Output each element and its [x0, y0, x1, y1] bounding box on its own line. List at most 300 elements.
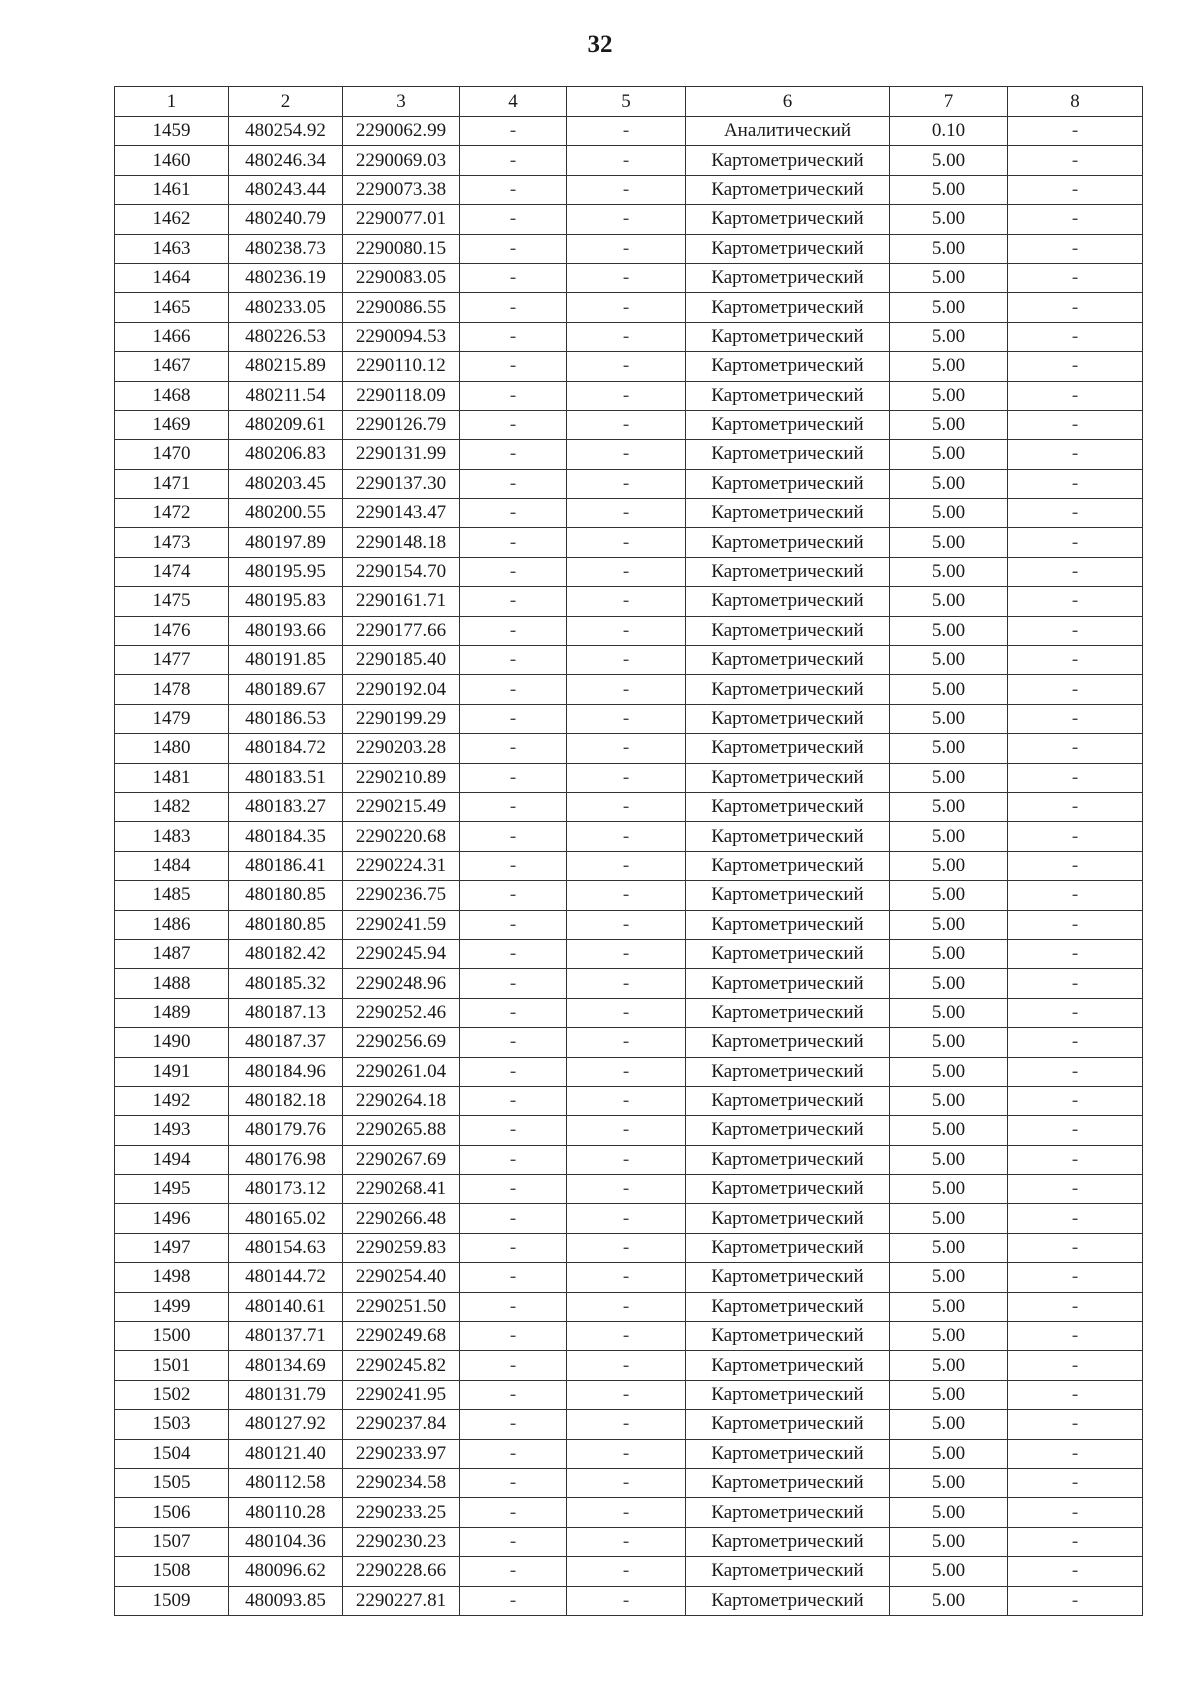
table-row [115, 440, 1143, 469]
cell-accuracy: 5.00 [890, 1145, 1008, 1174]
table-row [115, 1351, 1143, 1380]
cell-col-4: - [460, 410, 567, 439]
cell-point-number: 1498 [115, 1263, 229, 1292]
cell-col-4: - [460, 1233, 567, 1262]
cell-point-number: 1497 [115, 1233, 229, 1262]
cell-y-coordinate: 2290252.46 [343, 998, 460, 1027]
cell-accuracy: 5.00 [890, 1263, 1008, 1292]
cell-accuracy: 5.00 [890, 528, 1008, 557]
cell-col-5: - [567, 1116, 686, 1145]
cell-col-8: - [1008, 1351, 1143, 1380]
cell-y-coordinate: 2290237.84 [343, 1410, 460, 1439]
table-row [115, 1233, 1143, 1262]
cell-accuracy: 5.00 [890, 1410, 1008, 1439]
table-row [115, 469, 1143, 498]
cell-method: Картометрический [686, 1028, 890, 1057]
cell-accuracy: 5.00 [890, 1351, 1008, 1380]
cell-y-coordinate: 2290137.30 [343, 469, 460, 498]
cell-point-number: 1481 [115, 763, 229, 792]
cell-col-4: - [460, 440, 567, 469]
cell-accuracy: 5.00 [890, 146, 1008, 175]
cell-point-number: 1489 [115, 998, 229, 1027]
cell-point-number: 1500 [115, 1322, 229, 1351]
cell-method: Картометрический [686, 1380, 890, 1409]
cell-point-number: 1505 [115, 1468, 229, 1497]
cell-accuracy: 5.00 [890, 234, 1008, 263]
table-row [115, 851, 1143, 880]
cell-x-coordinate: 480121.40 [229, 1439, 343, 1468]
cell-x-coordinate: 480112.58 [229, 1468, 343, 1497]
cell-accuracy: 5.00 [890, 1439, 1008, 1468]
cell-col-8: - [1008, 263, 1143, 292]
cell-col-4: - [460, 616, 567, 645]
cell-x-coordinate: 480182.42 [229, 939, 343, 968]
cell-method: Картометрический [686, 1468, 890, 1497]
cell-accuracy: 5.00 [890, 1468, 1008, 1497]
cell-method: Картометрический [686, 734, 890, 763]
cell-y-coordinate: 2290069.03 [343, 146, 460, 175]
cell-col-5: - [567, 1233, 686, 1262]
cell-col-5: - [567, 763, 686, 792]
cell-accuracy: 5.00 [890, 851, 1008, 880]
cell-y-coordinate: 2290083.05 [343, 263, 460, 292]
cell-point-number: 1476 [115, 616, 229, 645]
cell-y-coordinate: 2290143.47 [343, 499, 460, 528]
cell-col-5: - [567, 352, 686, 381]
cell-x-coordinate: 480165.02 [229, 1204, 343, 1233]
cell-col-8: - [1008, 352, 1143, 381]
cell-col-8: - [1008, 146, 1143, 175]
cell-col-8: - [1008, 1233, 1143, 1262]
cell-point-number: 1496 [115, 1204, 229, 1233]
table-row [115, 1557, 1143, 1586]
cell-method: Картометрический [686, 1586, 890, 1615]
cell-col-8: - [1008, 1586, 1143, 1615]
cell-point-number: 1466 [115, 322, 229, 351]
cell-accuracy: 5.00 [890, 1498, 1008, 1527]
cell-col-8: - [1008, 792, 1143, 821]
cell-col-8: - [1008, 1204, 1143, 1233]
cell-col-4: - [460, 1351, 567, 1380]
cell-col-8: - [1008, 881, 1143, 910]
cell-accuracy: 5.00 [890, 734, 1008, 763]
cell-accuracy: 5.00 [890, 263, 1008, 292]
table-row [115, 557, 1143, 586]
cell-col-5: - [567, 322, 686, 351]
table-row [115, 1439, 1143, 1468]
cell-col-8: - [1008, 1145, 1143, 1174]
cell-method: Картометрический [686, 587, 890, 616]
cell-point-number: 1480 [115, 734, 229, 763]
cell-y-coordinate: 2290228.66 [343, 1557, 460, 1586]
table-row [115, 1145, 1143, 1174]
cell-y-coordinate: 2290161.71 [343, 587, 460, 616]
cell-col-4: - [460, 881, 567, 910]
table-row [115, 704, 1143, 733]
table-row [115, 616, 1143, 645]
cell-col-4: - [460, 792, 567, 821]
cell-col-5: - [567, 734, 686, 763]
cell-col-4: - [460, 939, 567, 968]
cell-point-number: 1459 [115, 117, 229, 146]
table-row [115, 1498, 1143, 1527]
cell-x-coordinate: 480240.79 [229, 205, 343, 234]
cell-method: Картометрический [686, 499, 890, 528]
cell-method: Картометрический [686, 1145, 890, 1174]
cell-col-5: - [567, 1057, 686, 1086]
table-row [115, 263, 1143, 292]
table-row [115, 646, 1143, 675]
cell-accuracy: 5.00 [890, 910, 1008, 939]
cell-col-4: - [460, 381, 567, 410]
cell-col-4: - [460, 1057, 567, 1086]
cell-x-coordinate: 480187.13 [229, 998, 343, 1027]
cell-x-coordinate: 480226.53 [229, 322, 343, 351]
cell-x-coordinate: 480236.19 [229, 263, 343, 292]
table-row [115, 1028, 1143, 1057]
cell-col-5: - [567, 1380, 686, 1409]
cell-col-8: - [1008, 851, 1143, 880]
cell-point-number: 1479 [115, 704, 229, 733]
table-row [115, 1292, 1143, 1321]
cell-accuracy: 5.00 [890, 322, 1008, 351]
cell-col-8: - [1008, 1028, 1143, 1057]
cell-x-coordinate: 480203.45 [229, 469, 343, 498]
cell-col-5: - [567, 675, 686, 704]
table-row [115, 234, 1143, 263]
cell-col-5: - [567, 1410, 686, 1439]
table-row [115, 205, 1143, 234]
cell-y-coordinate: 2290062.99 [343, 117, 460, 146]
cell-accuracy: 5.00 [890, 616, 1008, 645]
cell-method: Картометрический [686, 1527, 890, 1556]
cell-point-number: 1504 [115, 1439, 229, 1468]
cell-point-number: 1469 [115, 410, 229, 439]
cell-col-5: - [567, 1292, 686, 1321]
cell-col-4: - [460, 1468, 567, 1497]
table-row [115, 322, 1143, 351]
cell-col-8: - [1008, 1468, 1143, 1497]
cell-y-coordinate: 2290241.95 [343, 1380, 460, 1409]
cell-method: Картометрический [686, 1498, 890, 1527]
cell-method: Картометрический [686, 616, 890, 645]
table-row [115, 1263, 1143, 1292]
cell-method: Картометрический [686, 322, 890, 351]
cell-y-coordinate: 2290248.96 [343, 969, 460, 998]
cell-method: Картометрический [686, 763, 890, 792]
table-row [115, 499, 1143, 528]
cell-x-coordinate: 480243.44 [229, 175, 343, 204]
cell-point-number: 1488 [115, 969, 229, 998]
cell-y-coordinate: 2290230.23 [343, 1527, 460, 1556]
table-row [115, 1175, 1143, 1204]
cell-method: Картометрический [686, 939, 890, 968]
cell-point-number: 1470 [115, 440, 229, 469]
cell-col-8: - [1008, 822, 1143, 851]
cell-y-coordinate: 2290259.83 [343, 1233, 460, 1262]
cell-x-coordinate: 480179.76 [229, 1116, 343, 1145]
cell-y-coordinate: 2290077.01 [343, 205, 460, 234]
cell-y-coordinate: 2290110.12 [343, 352, 460, 381]
cell-y-coordinate: 2290268.41 [343, 1175, 460, 1204]
cell-method: Картометрический [686, 469, 890, 498]
cell-point-number: 1507 [115, 1527, 229, 1556]
cell-col-8: - [1008, 616, 1143, 645]
cell-accuracy: 5.00 [890, 969, 1008, 998]
cell-y-coordinate: 2290094.53 [343, 322, 460, 351]
cell-col-5: - [567, 1204, 686, 1233]
cell-col-4: - [460, 352, 567, 381]
cell-x-coordinate: 480131.79 [229, 1380, 343, 1409]
cell-col-5: - [567, 469, 686, 498]
cell-col-8: - [1008, 675, 1143, 704]
cell-x-coordinate: 480180.85 [229, 881, 343, 910]
cell-col-4: - [460, 763, 567, 792]
cell-col-4: - [460, 1263, 567, 1292]
cell-x-coordinate: 480173.12 [229, 1175, 343, 1204]
cell-x-coordinate: 480127.92 [229, 1410, 343, 1439]
cell-col-5: - [567, 704, 686, 733]
cell-y-coordinate: 2290234.58 [343, 1468, 460, 1497]
cell-point-number: 1474 [115, 557, 229, 586]
cell-col-4: - [460, 322, 567, 351]
cell-accuracy: 5.00 [890, 1527, 1008, 1556]
cell-accuracy: 5.00 [890, 352, 1008, 381]
cell-x-coordinate: 480215.89 [229, 352, 343, 381]
cell-y-coordinate: 2290261.04 [343, 1057, 460, 1086]
cell-col-4: - [460, 557, 567, 586]
cell-col-8: - [1008, 205, 1143, 234]
cell-y-coordinate: 2290210.89 [343, 763, 460, 792]
coordinates-table [114, 86, 1143, 1616]
cell-method: Картометрический [686, 440, 890, 469]
table-row [115, 939, 1143, 968]
cell-method: Картометрический [686, 293, 890, 322]
table-row [115, 146, 1143, 175]
cell-y-coordinate: 2290131.99 [343, 440, 460, 469]
cell-accuracy: 5.00 [890, 381, 1008, 410]
cell-col-5: - [567, 175, 686, 204]
cell-point-number: 1509 [115, 1586, 229, 1615]
cell-col-5: - [567, 117, 686, 146]
cell-col-4: - [460, 1116, 567, 1145]
cell-accuracy: 5.00 [890, 587, 1008, 616]
cell-accuracy: 5.00 [890, 469, 1008, 498]
cell-point-number: 1502 [115, 1380, 229, 1409]
cell-col-5: - [567, 646, 686, 675]
cell-method: Картометрический [686, 1057, 890, 1086]
cell-y-coordinate: 2290266.48 [343, 1204, 460, 1233]
cell-col-8: - [1008, 1322, 1143, 1351]
cell-point-number: 1473 [115, 528, 229, 557]
table-row [115, 1086, 1143, 1115]
cell-col-8: - [1008, 587, 1143, 616]
cell-col-4: - [460, 1380, 567, 1409]
cell-col-5: - [567, 234, 686, 263]
cell-col-8: - [1008, 969, 1143, 998]
cell-col-5: - [567, 1527, 686, 1556]
cell-y-coordinate: 2290245.94 [343, 939, 460, 968]
cell-col-5: - [567, 1557, 686, 1586]
cell-point-number: 1460 [115, 146, 229, 175]
cell-point-number: 1485 [115, 881, 229, 910]
cell-col-4: - [460, 1557, 567, 1586]
table-row [115, 675, 1143, 704]
cell-method: Картометрический [686, 234, 890, 263]
cell-x-coordinate: 480134.69 [229, 1351, 343, 1380]
table-row [115, 528, 1143, 557]
cell-point-number: 1471 [115, 469, 229, 498]
table-row [115, 1410, 1143, 1439]
cell-y-coordinate: 2290233.97 [343, 1439, 460, 1468]
cell-col-5: - [567, 587, 686, 616]
cell-col-8: - [1008, 1557, 1143, 1586]
cell-col-5: - [567, 969, 686, 998]
table-header [115, 87, 1143, 117]
cell-col-8: - [1008, 1175, 1143, 1204]
cell-y-coordinate: 2290233.25 [343, 1498, 460, 1527]
cell-col-5: - [567, 616, 686, 645]
cell-col-5: - [567, 1439, 686, 1468]
table-row [115, 1468, 1143, 1497]
cell-accuracy: 5.00 [890, 675, 1008, 704]
cell-accuracy: 5.00 [890, 175, 1008, 204]
table-row [115, 410, 1143, 439]
table-row [115, 792, 1143, 821]
cell-col-8: - [1008, 1439, 1143, 1468]
cell-col-5: - [567, 1263, 686, 1292]
cell-method: Картометрический [686, 969, 890, 998]
column-header-1: 1 [115, 87, 229, 117]
cell-point-number: 1462 [115, 205, 229, 234]
cell-col-4: - [460, 587, 567, 616]
cell-col-4: - [460, 146, 567, 175]
cell-method: Картометрический [686, 1322, 890, 1351]
cell-col-5: - [567, 822, 686, 851]
cell-col-4: - [460, 263, 567, 292]
cell-method: Картометрический [686, 675, 890, 704]
cell-point-number: 1508 [115, 1557, 229, 1586]
cell-accuracy: 5.00 [890, 1292, 1008, 1321]
cell-col-8: - [1008, 646, 1143, 675]
cell-y-coordinate: 2290251.50 [343, 1292, 460, 1321]
table-body [115, 117, 1143, 1616]
cell-method: Картометрический [686, 1410, 890, 1439]
cell-x-coordinate: 480238.73 [229, 234, 343, 263]
cell-x-coordinate: 480096.62 [229, 1557, 343, 1586]
cell-col-5: - [567, 557, 686, 586]
cell-method: Картометрический [686, 263, 890, 292]
cell-point-number: 1467 [115, 352, 229, 381]
cell-method: Картометрический [686, 646, 890, 675]
cell-col-8: - [1008, 1086, 1143, 1115]
cell-col-8: - [1008, 939, 1143, 968]
cell-col-5: - [567, 410, 686, 439]
cell-col-8: - [1008, 1057, 1143, 1086]
cell-y-coordinate: 2290086.55 [343, 293, 460, 322]
cell-point-number: 1503 [115, 1410, 229, 1439]
table-row [115, 1586, 1143, 1615]
cell-col-8: - [1008, 410, 1143, 439]
cell-y-coordinate: 2290073.38 [343, 175, 460, 204]
cell-accuracy: 5.00 [890, 822, 1008, 851]
cell-col-4: - [460, 822, 567, 851]
cell-y-coordinate: 2290245.82 [343, 1351, 460, 1380]
cell-method: Картометрический [686, 792, 890, 821]
cell-col-8: - [1008, 1292, 1143, 1321]
cell-x-coordinate: 480183.27 [229, 792, 343, 821]
cell-accuracy: 5.00 [890, 1028, 1008, 1057]
cell-col-4: - [460, 910, 567, 939]
cell-method: Картометрический [686, 1557, 890, 1586]
cell-x-coordinate: 480189.67 [229, 675, 343, 704]
cell-point-number: 1494 [115, 1145, 229, 1174]
table-row [115, 1204, 1143, 1233]
cell-accuracy: 5.00 [890, 1204, 1008, 1233]
column-header-6: 6 [686, 87, 890, 117]
cell-accuracy: 5.00 [890, 499, 1008, 528]
cell-accuracy: 5.00 [890, 704, 1008, 733]
cell-col-4: - [460, 675, 567, 704]
cell-col-5: - [567, 1351, 686, 1380]
cell-x-coordinate: 480093.85 [229, 1586, 343, 1615]
cell-col-8: - [1008, 1527, 1143, 1556]
cell-y-coordinate: 2290126.79 [343, 410, 460, 439]
cell-x-coordinate: 480197.89 [229, 528, 343, 557]
table-row [115, 969, 1143, 998]
cell-accuracy: 5.00 [890, 205, 1008, 234]
cell-x-coordinate: 480137.71 [229, 1322, 343, 1351]
cell-accuracy: 5.00 [890, 1086, 1008, 1115]
cell-point-number: 1475 [115, 587, 229, 616]
table-row [115, 1527, 1143, 1556]
cell-accuracy: 0.10 [890, 117, 1008, 146]
cell-col-5: - [567, 293, 686, 322]
cell-accuracy: 5.00 [890, 1380, 1008, 1409]
cell-col-5: - [567, 263, 686, 292]
cell-point-number: 1461 [115, 175, 229, 204]
cell-x-coordinate: 480187.37 [229, 1028, 343, 1057]
cell-col-5: - [567, 146, 686, 175]
cell-col-8: - [1008, 117, 1143, 146]
cell-col-4: - [460, 1439, 567, 1468]
table-row [115, 734, 1143, 763]
cell-accuracy: 5.00 [890, 1557, 1008, 1586]
cell-col-4: - [460, 1410, 567, 1439]
cell-accuracy: 5.00 [890, 1233, 1008, 1262]
cell-col-4: - [460, 1322, 567, 1351]
cell-y-coordinate: 2290192.04 [343, 675, 460, 704]
cell-accuracy: 5.00 [890, 1057, 1008, 1086]
cell-col-4: - [460, 469, 567, 498]
table-row [115, 763, 1143, 792]
cell-point-number: 1491 [115, 1057, 229, 1086]
cell-method: Картометрический [686, 528, 890, 557]
cell-method: Картометрический [686, 910, 890, 939]
cell-x-coordinate: 480200.55 [229, 499, 343, 528]
cell-y-coordinate: 2290265.88 [343, 1116, 460, 1145]
cell-y-coordinate: 2290199.29 [343, 704, 460, 733]
cell-method: Картометрический [686, 822, 890, 851]
cell-x-coordinate: 480195.95 [229, 557, 343, 586]
cell-col-8: - [1008, 1263, 1143, 1292]
cell-method: Картометрический [686, 410, 890, 439]
table-row [115, 998, 1143, 1027]
cell-accuracy: 5.00 [890, 557, 1008, 586]
table-row [115, 1116, 1143, 1145]
cell-col-4: - [460, 175, 567, 204]
cell-x-coordinate: 480180.85 [229, 910, 343, 939]
